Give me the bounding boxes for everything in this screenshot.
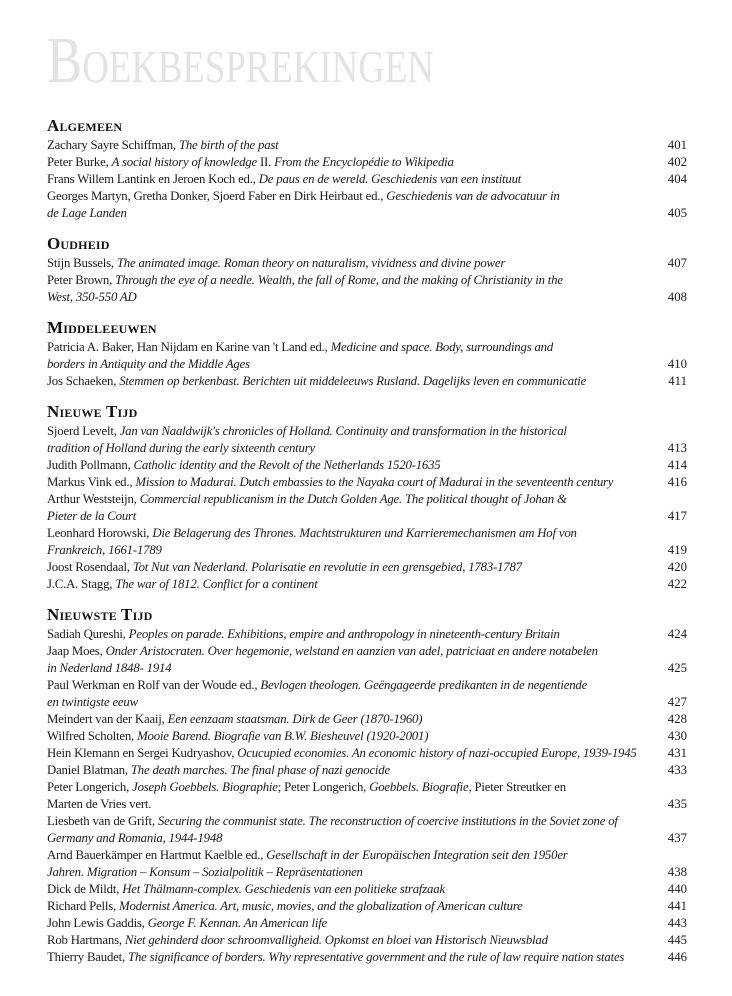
author-text-segment: Leonhard Horowski, <box>47 526 153 540</box>
entry-line <box>47 188 660 205</box>
entry-text <box>47 711 660 728</box>
book-title-segment: Goebbels. Biografie <box>369 780 469 794</box>
book-title-segment: George F. Kennan. An American life <box>147 916 328 930</box>
section-entries <box>47 255 687 306</box>
toc-entry <box>47 474 687 491</box>
author-text-segment: Peter Longerich, <box>47 780 133 794</box>
entry-line <box>47 205 660 222</box>
entry-text <box>47 779 660 813</box>
entry-text <box>47 474 660 491</box>
toc-entry <box>47 643 687 677</box>
author-text-segment: Dick de Mildt, <box>47 882 123 896</box>
entry-text <box>47 677 660 711</box>
book-title-segment: Niet gehinderd door schroomvalligheid. Opkomst en bloei van Historisch Nieuwsblad <box>124 933 548 947</box>
author-text-segment: Peter Burke, <box>47 155 112 169</box>
book-title-segment: The birth of the past <box>178 138 279 152</box>
entry-line <box>47 694 660 711</box>
section-entries <box>47 626 687 966</box>
section-entries <box>47 339 687 390</box>
entry-text <box>47 423 660 457</box>
section-heading: Oudheid <box>47 234 110 253</box>
book-title-segment: Jahren. Migration – Konsum – Sozialpolitik – Repräsentationen <box>47 865 363 879</box>
toc-entry <box>47 813 687 847</box>
book-title-segment: West, 350-550 AD <box>47 290 137 304</box>
book-title-segment: Mooie Barend. Biografie van B.W. Biesheuvel (1920-2001) <box>137 729 429 743</box>
entry-page-number: 411 <box>668 374 687 388</box>
author-text-segment: Rob Hartmans, <box>47 933 125 947</box>
toc-entry <box>47 779 687 813</box>
toc-entry <box>47 457 687 474</box>
author-text-segment: Sjoerd Levelt, <box>47 424 120 438</box>
book-title-segment: Het Thälmann-complex. Geschiedenis van een politieke strafzaak <box>122 882 445 896</box>
book-title-segment: Joseph Goebbels. Biographie <box>132 780 278 794</box>
author-text-segment: J.C.A. Stagg, <box>47 577 116 591</box>
toc-entry <box>47 677 687 711</box>
entry-page-number: 416 <box>667 475 687 489</box>
toc-entry <box>47 559 687 576</box>
entry-text <box>47 915 660 932</box>
section-entries <box>47 137 687 222</box>
book-title-segment: The death marches. The final phase of nazi genocide <box>130 763 390 777</box>
entry-page-number: 425 <box>667 661 687 675</box>
entry-line <box>47 508 660 525</box>
toc-entry <box>47 137 687 154</box>
toc-entry <box>47 491 687 525</box>
author-text-segment: ; Peter Longerich, <box>277 780 370 794</box>
book-title-segment: Modernist America. Art, music, movies, and the globalization of American culture <box>119 899 523 913</box>
entry-line <box>47 272 660 289</box>
entry-text <box>47 559 660 576</box>
author-text-segment: Frans Willem Lantink en Jeroen Koch ed., <box>47 172 259 186</box>
entry-line <box>47 847 660 864</box>
book-title-segment: Bevlogen theologen. Geëngageerde predikanten in de negentiende <box>260 678 588 692</box>
author-text-segment: Daniel Blatman, <box>47 763 131 777</box>
book-title-segment: in Nederland 1848- 1914 <box>47 661 172 675</box>
entry-text <box>47 898 660 915</box>
toc-entry <box>47 847 687 881</box>
entry-text <box>47 154 660 171</box>
entry-line <box>47 881 660 898</box>
book-title-segment: Peoples on parade. Exhibitions, empire and anthropology in nineteenth-century Britain <box>128 627 560 641</box>
entry-page-number: 440 <box>667 882 687 896</box>
toc-entry <box>47 373 687 390</box>
entry-line <box>47 626 660 643</box>
author-text-segment: II. <box>259 155 275 169</box>
entry-line <box>47 339 660 356</box>
author-text-segment: Thierry Baudet, <box>47 950 129 964</box>
entry-line <box>47 711 660 728</box>
book-title-segment: Een eenzaam staatsman. Dirk de Geer (1870-1960) <box>167 712 423 726</box>
author-text-segment: Markus Vink ed., <box>47 475 136 489</box>
entry-page-number: 424 <box>667 627 687 641</box>
book-title-segment: Gesellschaft in der Europäischen Integration seit den 1950er <box>266 848 568 862</box>
book-title-segment: The animated image. Roman theory on naturalism, vividness and divine power <box>116 256 506 270</box>
entry-page-number: 402 <box>667 155 687 169</box>
author-text-segment: Joost Rosendaal, <box>47 560 133 574</box>
toc-entry <box>47 423 687 457</box>
author-text-segment: Arnd Bauerkämper en Hartmut Kaelble ed., <box>47 848 267 862</box>
book-title-segment: De paus en de wereld. Geschiedenis van een instituut <box>258 172 522 186</box>
toc-entry <box>47 745 687 762</box>
entry-text <box>47 491 660 525</box>
entry-line <box>47 457 660 474</box>
entry-page-number: 413 <box>667 441 687 455</box>
author-text-segment: Zachary Sayre Schiffman, <box>47 138 179 152</box>
entry-text <box>47 847 660 881</box>
book-title-segment: Mission to Madurai. Dutch embassies to the Nayaka court of Madurai in the seventeenth century <box>135 475 614 489</box>
book-title-segment: Onder Aristocraten. Over hegemonie, welstand en aanzien van adel, patriciaat en andere notabelen <box>105 644 598 658</box>
entry-page-number: 435 <box>667 797 687 811</box>
entry-page-number: 441 <box>667 899 687 913</box>
book-title-segment: Frankreich, 1661-1789 <box>47 543 162 557</box>
toc-entry <box>47 932 687 949</box>
toc-entry <box>47 188 687 222</box>
entry-text <box>47 171 660 188</box>
entry-text <box>47 881 660 898</box>
toc-entry <box>47 762 687 779</box>
toc-entry <box>47 949 687 966</box>
entry-line <box>47 289 660 306</box>
entry-line <box>47 830 660 847</box>
entry-line <box>47 779 660 796</box>
entry-line <box>47 356 660 373</box>
toc-entry <box>47 272 687 306</box>
author-text-segment: Arthur Weststeijn, <box>47 492 140 506</box>
entry-text <box>47 373 660 390</box>
entry-page-number: 405 <box>667 206 687 220</box>
entry-page-number: 417 <box>667 509 687 523</box>
entry-text <box>47 813 660 847</box>
entry-line <box>47 542 660 559</box>
entry-page-number: 420 <box>667 560 687 574</box>
section-heading: Algemeen <box>47 116 123 135</box>
entry-line <box>47 813 660 830</box>
toc-entry <box>47 525 687 559</box>
toc-entry <box>47 898 687 915</box>
author-text-segment: Marten de Vries vert. <box>47 797 152 811</box>
toc-section <box>47 402 687 593</box>
book-title-segment: A social history of knowledge <box>111 155 260 169</box>
entry-line <box>47 949 660 966</box>
entry-line <box>47 762 660 779</box>
author-text-segment: Stijn Bussels, <box>47 256 117 270</box>
toc-sections-container <box>47 116 687 966</box>
section-heading: Nieuwste Tijd <box>47 605 153 624</box>
author-text-segment: Peter Brown, <box>47 273 116 287</box>
book-title-segment: Jan van Naaldwijk's chronicles of Holland. Continuity and transformation in the historical <box>119 424 567 438</box>
toc-section <box>47 318 687 390</box>
toc-entry <box>47 915 687 932</box>
toc-entry <box>47 711 687 728</box>
author-text-segment: Patricia A. Baker, Han Nijdam en Karine van 't Land ed., <box>47 340 331 354</box>
entry-text <box>47 932 660 949</box>
entry-line <box>47 154 660 171</box>
author-text-segment: Jos Schaeken, <box>47 374 120 388</box>
toc-entry <box>47 154 687 171</box>
entry-line <box>47 491 660 508</box>
entry-page-number: 438 <box>667 865 687 879</box>
entry-line <box>47 559 660 576</box>
book-title-segment: Medicine and space. Body, surroundings and <box>330 340 554 354</box>
author-text-segment: John Lewis Gaddis, <box>47 916 148 930</box>
toc-entry <box>47 576 687 593</box>
entry-page-number: 443 <box>667 916 687 930</box>
toc-entry <box>47 255 687 272</box>
entry-line <box>47 677 660 694</box>
author-text-segment: Meindert van der Kaaij, <box>47 712 168 726</box>
book-title-segment: Germany and Romania, 1944-1948 <box>47 831 223 845</box>
section-heading: Nieuwe Tijd <box>47 402 138 421</box>
book-title-segment: Die Belagerung des Thrones. Machtstrukturen und Karrieremechanismen am Hof von <box>152 526 577 540</box>
entry-text <box>47 188 660 222</box>
entry-page-number: 422 <box>667 577 687 591</box>
entry-line <box>47 745 660 762</box>
book-title-segment: Pieter de la Court <box>47 509 137 523</box>
section-heading: Middeleeuwen <box>47 318 157 337</box>
entry-line <box>47 525 660 542</box>
entry-line <box>47 440 660 457</box>
entry-text <box>47 643 660 677</box>
author-text-segment: Liesbeth van de Grift, <box>47 814 158 828</box>
entry-page-number: 419 <box>667 543 687 557</box>
entry-page-number: 428 <box>667 712 687 726</box>
book-title-segment: en twintigste eeuw <box>47 695 138 709</box>
entry-page-number: 407 <box>667 256 687 270</box>
book-title-segment: Tot Nut van Nederland. Polarisatie en revolutie in een grensgebied, 1783-1787 <box>132 560 522 574</box>
entry-page-number: 414 <box>667 458 687 472</box>
entry-text <box>47 255 660 272</box>
entry-line <box>47 660 660 677</box>
author-text-segment: Richard Pells, <box>47 899 119 913</box>
author-text-segment: Wilfred Scholten, <box>47 729 138 743</box>
author-text-segment: Paul Werkman en Rolf van der Woude ed., <box>47 678 261 692</box>
entry-page-number: 445 <box>667 933 687 947</box>
book-title-segment: tradition of Holland during the early sixteenth century <box>47 441 316 455</box>
author-text-segment: Jaap Moes, <box>47 644 106 658</box>
book-title-segment: de Lage Landen <box>47 206 127 220</box>
entry-page-number: 408 <box>667 290 687 304</box>
book-title-segment: Geschiedenis van de advocatuur in <box>386 189 560 203</box>
book-title-segment: Commercial republicanism in the Dutch Golden Age. The political thought of Johan & <box>139 492 567 506</box>
book-title-segment: From the Encyclopédie to Wikipedia <box>274 155 454 169</box>
author-text-segment: Georges Martyn, Gretha Donker, Sjoerd Faber en Dirk Heirbaut ed., <box>47 189 387 203</box>
entry-line <box>47 171 660 188</box>
entry-line <box>47 255 660 272</box>
entry-line <box>47 864 660 881</box>
entry-page-number: 427 <box>667 695 687 709</box>
entry-text <box>47 745 660 762</box>
book-title-segment: Through the eye of a needle. Wealth, the fall of Rome, and the making of Christianity in the <box>115 273 563 287</box>
book-title-segment: borders in Antiquity and the Middle Ages <box>47 357 250 371</box>
entry-line <box>47 932 660 949</box>
entry-line <box>47 796 660 813</box>
entry-line <box>47 898 660 915</box>
section-entries <box>47 423 687 593</box>
book-title-segment: The significance of borders. Why representative government and the rule of law require nation states <box>128 950 625 964</box>
toc-section <box>47 605 687 966</box>
entry-text <box>47 457 660 474</box>
toc-entry <box>47 881 687 898</box>
author-text-segment: Judith Pollmann, <box>47 458 134 472</box>
entry-page-number: 433 <box>667 763 687 777</box>
entry-line <box>47 643 660 660</box>
entry-line <box>47 423 660 440</box>
book-title-segment: Catholic identity and the Revolt of the Netherlands 1520-1635 <box>133 458 441 472</box>
toc-entry <box>47 339 687 373</box>
entry-text <box>47 137 660 154</box>
entry-line <box>47 137 660 154</box>
entry-page-number: 404 <box>667 172 687 186</box>
entry-line <box>47 728 660 745</box>
author-text-segment: Sadiah Qureshi, <box>47 627 129 641</box>
page-title: Boekbesprekingen <box>47 24 434 97</box>
entry-page-number: 437 <box>667 831 687 845</box>
entry-page-number: 430 <box>667 729 687 743</box>
author-text-segment: , Pieter Streutker en <box>468 780 566 794</box>
book-title-segment: Ocucupied economies. An economic history of nazi-occupied Europe, 1939-1945 <box>237 746 637 760</box>
entry-text <box>47 762 660 779</box>
entry-text <box>47 949 660 966</box>
entry-text <box>47 728 660 745</box>
entry-text <box>47 525 660 559</box>
toc-section <box>47 116 687 222</box>
entry-line <box>47 373 660 390</box>
entry-page-number: 401 <box>667 138 687 152</box>
entry-text <box>47 626 660 643</box>
entry-page-number: 410 <box>667 357 687 371</box>
book-title-segment: The war of 1812. Conflict for a continent <box>115 577 318 591</box>
toc-entry <box>47 728 687 745</box>
entry-page-number: 431 <box>667 746 687 760</box>
entry-line <box>47 474 660 491</box>
entry-page-number: 446 <box>667 950 687 964</box>
entry-text <box>47 272 660 306</box>
entry-text <box>47 339 660 373</box>
entry-text <box>47 576 660 593</box>
author-text-segment: Hein Klemann en Sergei Kudryashov, <box>47 746 238 760</box>
entry-line <box>47 576 660 593</box>
book-title-segment: Stemmen op berkenbast. Berichten uit middeleeuws Rusland. Dagelijks leven en communicatie <box>119 374 587 388</box>
book-title-segment: Securing the communist state. The reconstruction of coercive institutions in the Soviet zone of <box>157 814 618 828</box>
toc-entry <box>47 626 687 643</box>
entry-line <box>47 915 660 932</box>
toc-section <box>47 234 687 306</box>
toc-entry <box>47 171 687 188</box>
